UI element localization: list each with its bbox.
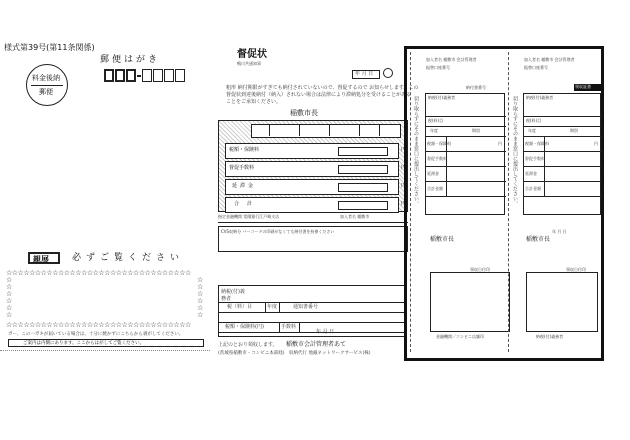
row-unit: 円	[401, 183, 407, 189]
amount-label: 税額・保険料(円)	[225, 324, 264, 330]
yen-1: 円	[498, 141, 502, 146]
star-border-frame: ☆☆☆☆☆☆☆☆☆☆☆☆☆☆☆☆☆☆☆☆☆☆☆☆☆☆☆☆☆☆☆☆ ☆☆☆☆☆☆☆☆☆☆☆☆☆☆☆☆☆☆☆☆☆☆☆☆☆☆☆☆☆☆☆☆ ☆ ☆ ☆ ☆ ☆ ☆ ☆ ☆ ☆ ☆ ☆ ☆	[6, 270, 203, 329]
year-1: 年度	[430, 128, 438, 133]
receipt-2-box	[523, 84, 601, 215]
account-2: 振替口座番号	[524, 65, 548, 70]
taxpayer-1: 納税(付)義務者	[428, 95, 456, 100]
amount-row-total	[225, 197, 399, 213]
row-label: 税額・保険料	[229, 147, 260, 153]
field-1-3: 合計金額	[427, 186, 443, 191]
company-line: (茨城県稲敷市・コンビニ本部経) 収納代行 地銀ネットワークサービス(株)	[218, 351, 371, 356]
notice-no-label: 通知書番号	[293, 304, 319, 310]
mayor-1: 稲敷市長	[430, 236, 455, 243]
taxpayer-2: 納税(付)義務者	[526, 95, 554, 100]
amount-row-fee	[225, 161, 399, 177]
side-note-2: 切り取らずにそのまま窓口に提出してください。	[512, 96, 518, 206]
cvs-barcode-area	[218, 226, 408, 252]
inside-note: ご案内は内側にあります。ここからはがしてご覧ください。	[23, 340, 145, 346]
circle-mark-icon	[383, 68, 393, 78]
postage-stamp-mark	[26, 64, 68, 106]
postage-line2: 郵便	[39, 88, 53, 96]
taxpayer-label: 納税(付)義務者	[221, 289, 245, 302]
subscriber-1: 加入者名 稲敷市 会計管理者	[426, 57, 477, 62]
notice-subtitle: 鴨川共通知事	[237, 61, 261, 66]
row-unit: 円	[401, 201, 407, 207]
account-1: 振替口座番号	[426, 65, 450, 70]
field-1-2: 延滞金	[427, 171, 439, 176]
receipt-1-box	[425, 85, 505, 215]
slip-divider	[508, 52, 509, 352]
field-2-1: 督促手数料	[525, 156, 545, 161]
form-number: 様式第39号(第11条関係)	[4, 43, 95, 52]
fold-line-left	[0, 350, 210, 351]
field-1-1: 督促手数料	[427, 156, 447, 161]
postal-code-boxes	[104, 69, 196, 83]
deadline-date: 年 月 日	[316, 329, 335, 335]
issue-date: 年 月 日	[355, 71, 374, 77]
field-2-2: 延滞金	[525, 171, 537, 176]
bank-stamp-1: 金融機関／コンビニ店舗印	[436, 334, 484, 339]
stamp-1: 領収日付印	[470, 267, 490, 272]
postcard-label: 郵便はがき	[100, 55, 161, 65]
cvs-note: CVS収納分 バーコードの印刷がなくても納付書を持参ください	[221, 229, 335, 234]
subscriber-info: 加入者名 稲敷市	[340, 214, 370, 219]
received-text: 上記のとおり領収します。	[218, 342, 278, 348]
receipt-title-1: 納付書番号	[466, 85, 486, 90]
notice-body-1: 粗形 納付期限がすぎても納付されていないので、督促するので お知らせします。この	[226, 85, 419, 91]
received-by: 稲敷市会計管理者あて	[286, 341, 347, 348]
tax-kind-1: 税(料)目	[428, 118, 444, 123]
postage-line1: 料金後納	[32, 74, 60, 82]
amount-panel	[218, 120, 408, 212]
stamp-box-1	[430, 272, 510, 332]
field-1-0: 税額・保険料	[427, 141, 451, 146]
amount-row-tax	[225, 143, 399, 159]
mayor-2: 稲敷市長	[526, 236, 551, 243]
notice-text: 必ずご覧ください	[72, 253, 185, 263]
yen-2: 円	[594, 141, 598, 146]
stamp-box-2	[526, 272, 598, 332]
peel-note: ガー、このハガキが届いている場合は、十分に焼かずにこちらから剥がしてください。	[8, 332, 184, 337]
bank-info: 指定金融機関 常陽銀行江戸崎支店	[218, 214, 280, 219]
receipt-table	[218, 285, 406, 337]
field-2-0: 税額・保険料	[525, 141, 549, 146]
row-label: 合計	[234, 201, 261, 207]
row-unit: 円	[401, 165, 407, 171]
stamp-2: 領収日付印	[566, 267, 586, 272]
field-2-3: 合計金額	[525, 186, 541, 191]
deadline-2: 年 月 日	[552, 229, 567, 234]
issue-date-box	[352, 70, 380, 79]
subscriber-2: 加入者名 稲敷市 会計管理者	[524, 57, 575, 62]
bank-stamp-2: 納税(付)義務者	[536, 334, 564, 339]
inside-notice-bar	[8, 339, 204, 347]
tax-kind-2: 税(料)目	[526, 118, 542, 123]
side-note-1: 切り取らずにそのまま窓口に提出してください。	[413, 96, 419, 206]
mayor-title: 稲敷市長	[290, 109, 318, 117]
notice-title: 督促状	[237, 49, 267, 60]
year-label: 年度	[267, 304, 278, 310]
amount-row-late	[225, 179, 399, 195]
period-1: 期別	[472, 128, 480, 133]
receipt-title-2: 領収証書	[575, 84, 591, 89]
notice-body-3: ことをご承知ください。	[226, 99, 282, 105]
fee-label: 手数料	[281, 324, 297, 330]
row-unit: 円	[401, 147, 407, 153]
row-label: 延滞金	[232, 183, 257, 189]
year-2: 年度	[528, 128, 536, 133]
notice-body-2: 督促状到達後納付（納入）されない場合は法律により滞納処分を受けることがある	[226, 92, 412, 98]
row-label: 督促手数料	[229, 165, 255, 171]
period-2: 期別	[570, 128, 578, 133]
open-label: 親展	[33, 255, 49, 264]
tax-kind: 税（料）目	[227, 304, 253, 310]
open-badge	[28, 252, 60, 264]
